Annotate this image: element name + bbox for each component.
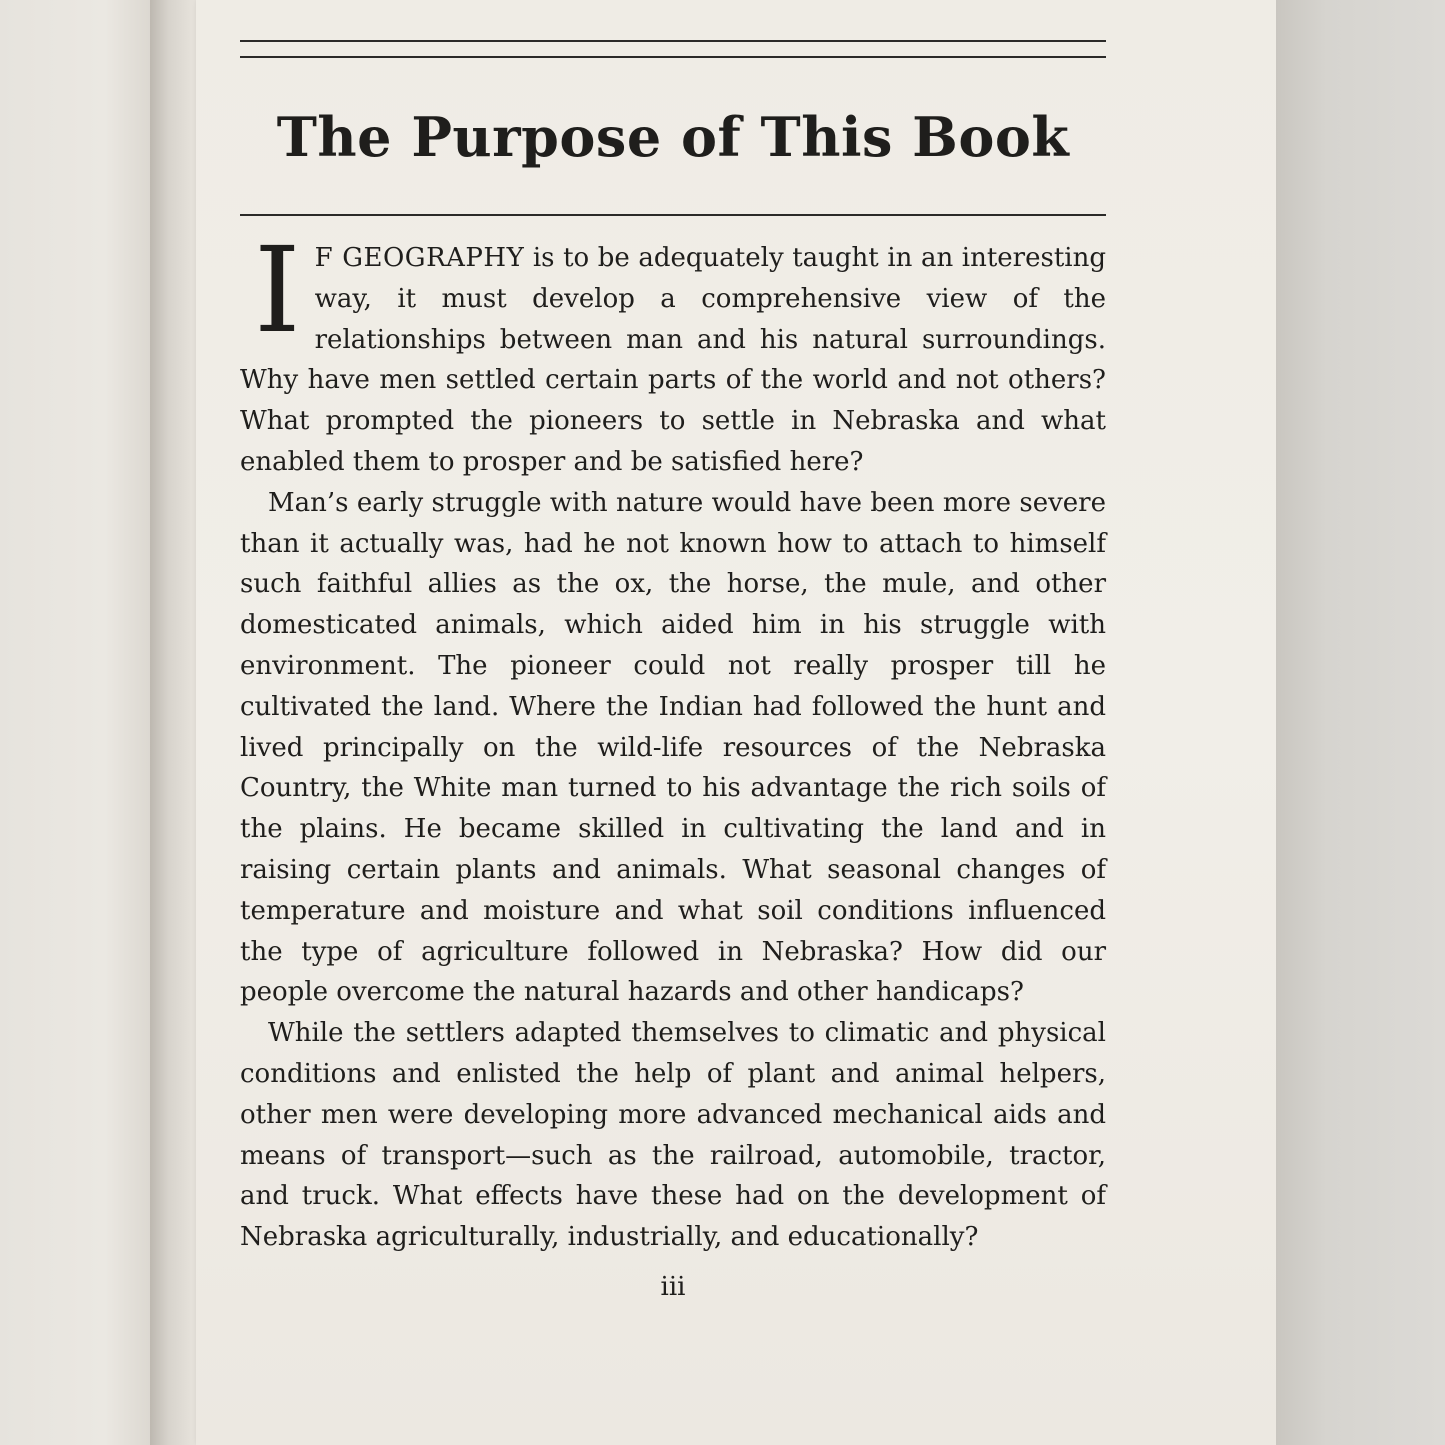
paragraph-1 xyxy=(240,221,1106,483)
paragraph-3: While the settlers adapted themselves to climatic and physical conditions and enlisted the help of plant and animal helpers, other men were developing more advanced mechanical aids and means of transport—such as the railroad, automobile, tractor, and truck. What effects have these had on the development of Nebraska agriculturally, industrially, and educationally? xyxy=(240,1018,1106,1253)
top-rule xyxy=(240,40,1106,42)
top-rule-second xyxy=(240,56,1106,58)
paragraph-1-text: is to be adequately taught in an interesting way, it must develop a comprehensive view of the relationships between man and his natural surroundings. Why have men settled certain parts of the world and not others? What prompted the pioneers to settle in Nebraska and what enabled them to prosper and be satisfied here? xyxy=(240,243,1106,477)
left-page-edge xyxy=(0,0,150,1445)
page-stack-edge xyxy=(1276,0,1445,1445)
drop-cap: I xyxy=(254,221,301,359)
paragraph-2: Man’s early struggle with nature would have been more severe than it actually was, had he not known how to attach to himself such faithful allies as the ox, the horse, the mule, and other domesticated animals, which aided him in his struggle with environment. The pioneer could not really prosper till he cultivated the land. Where the Indian had followed the hunt and lived principally on the wild-life resources of the Nebraska Country, the White man turned to his advantage the rich soils of the plains. He became skilled in cultivating the land and in raising certain plants and animals. What seasonal changes of temperature and moisture and what soil conditions influenced the type of agriculture followed in Nebraska? How did our people overcome the natural hazards and other handicaps? xyxy=(240,487,1106,1008)
lead-in-text: F GEOGRAPHY xyxy=(314,243,525,273)
page-title: The Purpose of This Book xyxy=(276,105,1070,169)
page-number: iii xyxy=(660,1271,686,1302)
body-text xyxy=(240,221,1106,1258)
title-underline-rule xyxy=(240,214,1106,216)
book-gutter xyxy=(150,0,196,1445)
page-content xyxy=(240,30,1106,1302)
